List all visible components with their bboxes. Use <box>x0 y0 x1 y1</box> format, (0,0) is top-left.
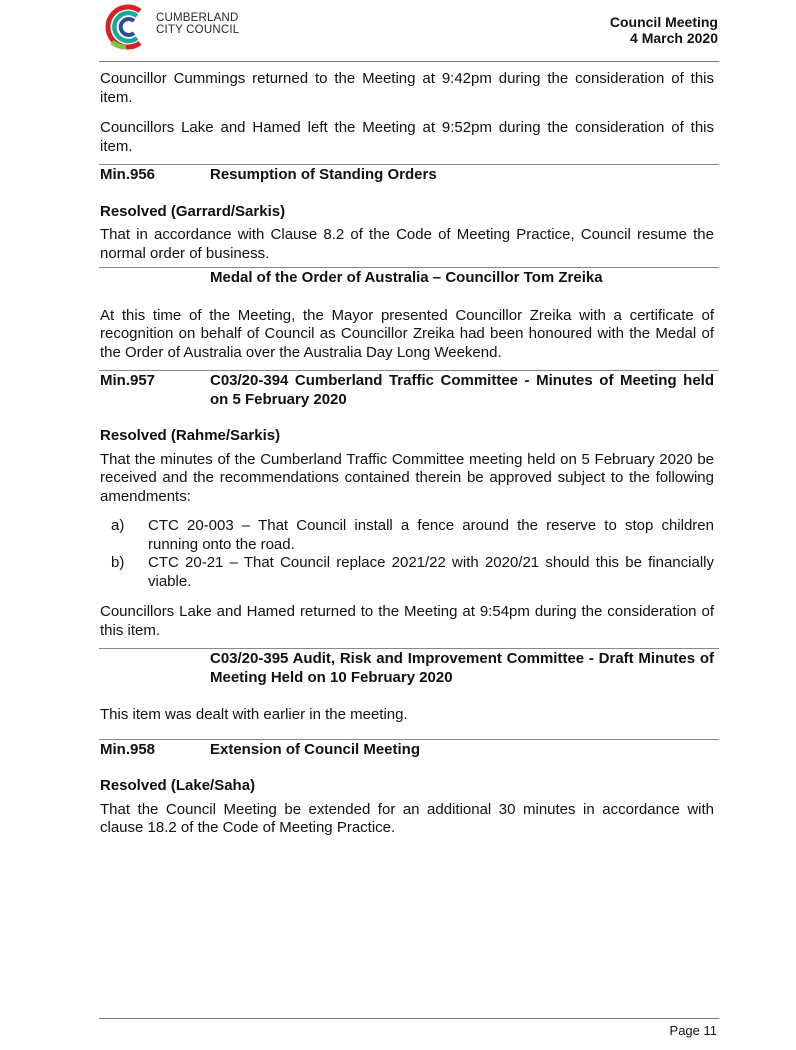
council-logo <box>100 2 340 52</box>
min957-heading <box>100 372 714 409</box>
c395-paragraph: This item was dealt with earlier in the meeting. <box>100 706 408 723</box>
min958-title: Extension of Council Meeting <box>210 740 421 758</box>
min956-heading <box>100 166 714 185</box>
min957-note: Councillors Lake and Hamed returned to the Meeting at 9:54pm during the consideration of this item. <box>100 603 714 639</box>
medal-title: Medal of the Order of Australia – Councillor Tom Zreika <box>210 269 603 286</box>
amendments-list <box>100 517 714 591</box>
meeting-info <box>610 14 718 46</box>
intro-paragraph-1: Councillor Cummings returned to the Meeting at 9:42pm during the consideration of this item. <box>100 70 714 106</box>
council-logo-icon <box>100 2 152 52</box>
min958-heading <box>100 741 714 760</box>
amendment-b-text: CTC 20-21 – That Council replace 2021/22 with 2020/21 should this be financially viable. <box>148 554 714 590</box>
meeting-date: 4 March 2020 <box>630 30 718 46</box>
minutes-content <box>100 70 714 838</box>
footer-divider <box>99 1018 719 1019</box>
medal-heading <box>100 269 714 288</box>
page-number: Page 11 <box>669 1023 717 1038</box>
intro-paragraph-2: Councillors Lake and Hamed left the Meeting at 9:52pm during the consideration of this item. <box>100 119 714 155</box>
amendment-a-text: CTC 20-003 – That Council install a fence around the reserve to stop children running onto the road. <box>148 517 714 553</box>
min958-resolved: Resolved (Lake/Saha) <box>100 777 256 794</box>
min956-title: Resumption of Standing Orders <box>210 166 437 183</box>
amendment-b-label: b) <box>111 554 125 571</box>
c395-title: C03/20-395 Audit, Risk and Improvement Committee - Draft Minutes of Meeting Held on 10 February 2020 <box>210 650 714 686</box>
amendment-a-label: a) <box>111 517 125 534</box>
list-item <box>100 554 714 591</box>
meeting-name: Council Meeting <box>609 14 718 30</box>
min956-resolved: Resolved (Garrard/Sarkis) <box>100 202 286 220</box>
min956-resolution: That in accordance with Clause 8.2 of the Code of Meeting Practice, Council resume the normal order of business. <box>100 226 714 262</box>
org-line-1: CUMBERLAND <box>156 12 239 24</box>
min957-resolution: That the minutes of the Cumberland Traffic Committee meeting held on 5 February 2020 be received and the recommendations contained therein be approved subject to the following amendments: <box>100 450 714 505</box>
min957-number: Min.957 <box>100 372 156 389</box>
c395-heading <box>100 650 714 687</box>
min956-number: Min.956 <box>100 166 156 183</box>
min958-resolution: That the Council Meeting be extended for an additional 30 minutes in accordance with clause 18.2 of the Code of Meeting Practice. <box>100 800 714 836</box>
list-item <box>100 517 714 554</box>
medal-paragraph: At this time of the Meeting, the Mayor presented Councillor Zreika with a certificate of recognition on behalf of Council as Councillor Zreika had been honoured with the Medal of the Order of Australia over the Australia Day Long Weekend. <box>100 306 714 361</box>
min957-title: C03/20-394 Cumberland Traffic Committee - Minutes of Meeting held on 5 February 2020 <box>210 372 714 408</box>
min957-resolved: Resolved (Rahme/Sarkis) <box>100 427 281 444</box>
council-name <box>156 12 239 36</box>
org-line-2: CITY COUNCIL <box>156 24 240 36</box>
header-divider <box>99 61 719 62</box>
min958-number: Min.958 <box>100 740 156 758</box>
